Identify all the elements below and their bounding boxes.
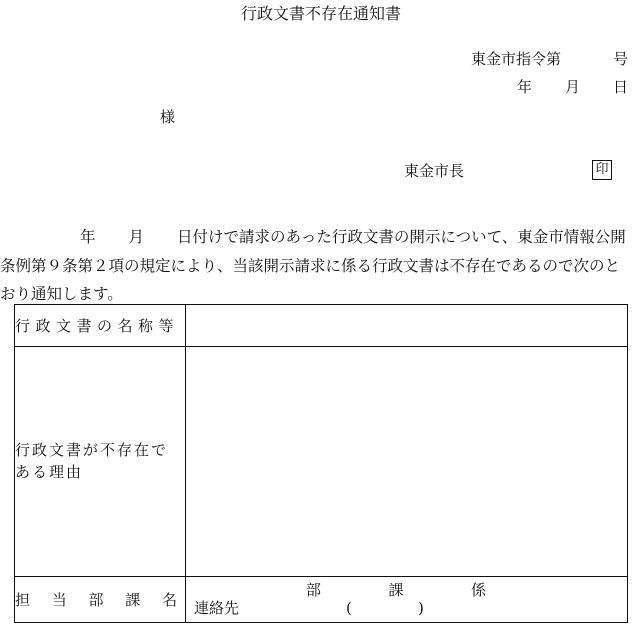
- table-row: [15, 577, 628, 623]
- body-line-1: [0, 230, 626, 246]
- number-prefix: 東金市指令第: [470, 50, 561, 68]
- document-number-line: [471, 52, 628, 67]
- body-month: 月: [128, 228, 145, 246]
- body-year: 年: [80, 228, 96, 246]
- document-name-label: 行政文書の名称等: [15, 305, 186, 347]
- date-month: 月: [564, 78, 580, 96]
- issue-date-line: [517, 80, 628, 95]
- table-row: [15, 347, 628, 577]
- issuer-name: 東金市長: [404, 162, 465, 180]
- paren-close: ): [418, 599, 424, 617]
- seal-box: 印: [592, 160, 612, 180]
- notice-table: [14, 304, 628, 623]
- table-row: [15, 305, 628, 347]
- reason-value: [186, 347, 628, 577]
- body-line-1-text: 日付けで請求のあった行政文書の開示について、東金市情報公開: [177, 228, 626, 246]
- date-year: 年: [516, 78, 532, 96]
- dept-label: 部: [306, 581, 322, 599]
- department-label: 担 当 部 課 名: [15, 577, 186, 623]
- date-day: 日: [612, 78, 628, 96]
- document-name-value: [186, 305, 628, 347]
- addressee: 様: [160, 108, 176, 126]
- contact-label: 連絡先: [194, 599, 240, 617]
- unit-label: 係: [470, 581, 486, 599]
- department-value: [186, 577, 628, 623]
- section-label: 課: [388, 581, 404, 599]
- document-title: 行政文書不存在通知書: [240, 4, 401, 23]
- paren-open: (: [346, 599, 352, 617]
- body-line-2: 条例第９条第２項の規定により、当該開示請求に係る行政文書は不存在であるので次のと: [0, 257, 621, 275]
- reason-label: 行政文書が不存在で ある理由: [15, 347, 186, 577]
- number-suffix: 号: [612, 50, 628, 68]
- body-line-3: おり通知します。: [0, 285, 123, 303]
